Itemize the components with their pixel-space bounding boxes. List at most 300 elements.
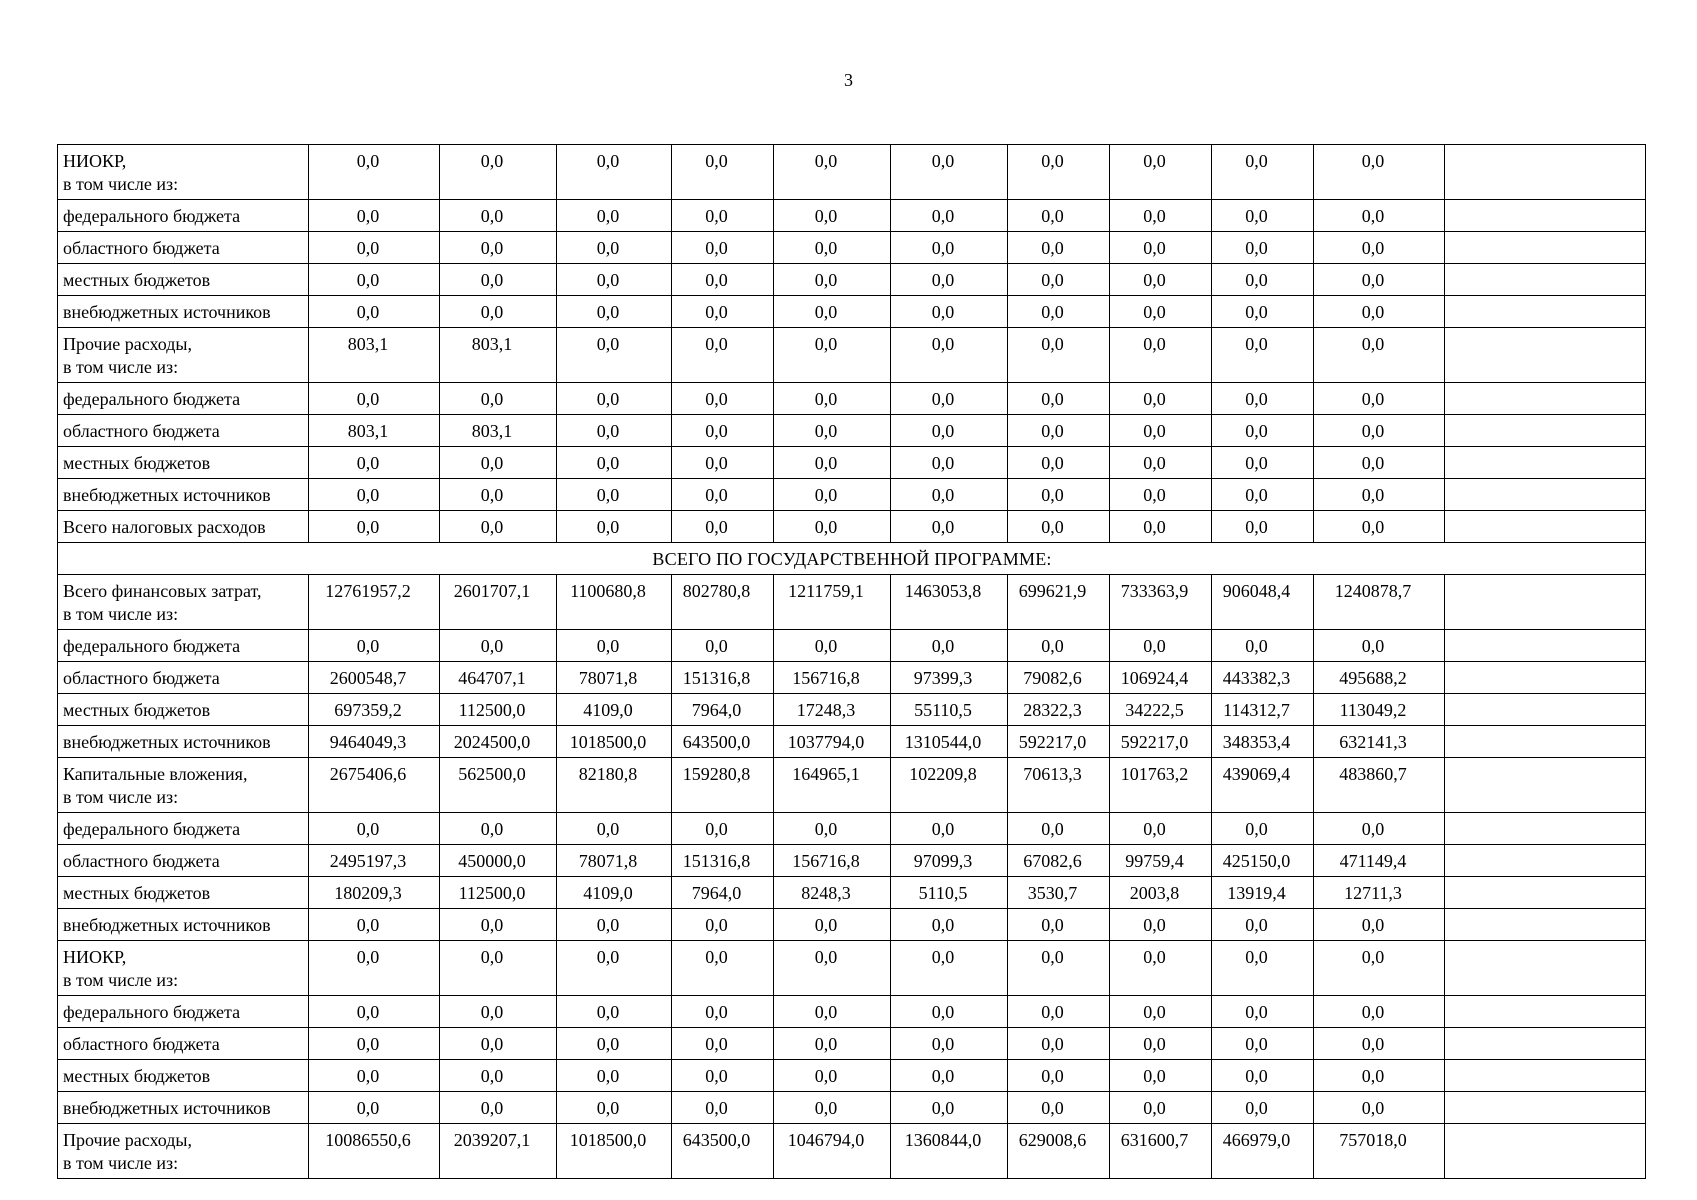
value-cell: 0,0 (1008, 296, 1110, 328)
value-cell: 0,0 (309, 630, 440, 662)
budget-table (57, 144, 1646, 1179)
value-cell: 0,0 (1110, 264, 1212, 296)
value-cell: 0,0 (1314, 479, 1445, 511)
row-label-line: Капитальные вложения, (63, 764, 248, 784)
value-cell: 0,0 (774, 1060, 891, 1092)
value-cell: 151316,8 (672, 845, 774, 877)
value-cell: 34222,5 (1110, 694, 1212, 726)
value-cell: 0,0 (1212, 630, 1314, 662)
value-cell: 0,0 (1314, 383, 1445, 415)
value-cell: 4109,0 (557, 694, 672, 726)
row-label-line: Всего финансовых затрат, (63, 581, 262, 601)
value-cell: 156716,8 (774, 662, 891, 694)
value-cell: 0,0 (891, 1092, 1008, 1124)
value-cell: 5110,5 (891, 877, 1008, 909)
value-cell: 2024500,0 (440, 726, 557, 758)
value-cell: 0,0 (1008, 415, 1110, 447)
value-cell: 0,0 (891, 232, 1008, 264)
value-cell: 0,0 (672, 200, 774, 232)
value-cell: 9464049,3 (309, 726, 440, 758)
value-cell: 0,0 (557, 415, 672, 447)
row-label-line: федерального бюджета (63, 819, 241, 839)
value-cell: 0,0 (1314, 630, 1445, 662)
row-label (58, 1092, 309, 1124)
value-cell: 7964,0 (672, 877, 774, 909)
table-row (58, 694, 1646, 726)
table-row (58, 662, 1646, 694)
value-cell: 643500,0 (672, 726, 774, 758)
value-cell: 1360844,0 (891, 1124, 1008, 1179)
value-cell: 0,0 (309, 232, 440, 264)
table-row (58, 758, 1646, 813)
value-cell: 0,0 (672, 264, 774, 296)
value-cell: 7964,0 (672, 694, 774, 726)
value-cell: 425150,0 (1212, 845, 1314, 877)
value-cell: 0,0 (1008, 145, 1110, 200)
row-label (58, 845, 309, 877)
value-cell: 0,0 (891, 1060, 1008, 1092)
empty-cell (1445, 328, 1646, 383)
value-cell: 0,0 (1008, 200, 1110, 232)
value-cell: 102209,8 (891, 758, 1008, 813)
value-cell: 0,0 (672, 1060, 774, 1092)
value-cell: 0,0 (891, 383, 1008, 415)
value-cell: 0,0 (557, 479, 672, 511)
value-cell: 0,0 (557, 145, 672, 200)
value-cell: 0,0 (309, 383, 440, 415)
value-cell: 0,0 (557, 941, 672, 996)
value-cell: 0,0 (1212, 145, 1314, 200)
value-cell: 0,0 (557, 264, 672, 296)
table-row (58, 996, 1646, 1028)
row-label (58, 575, 309, 630)
table-body-top (58, 145, 1646, 543)
value-cell: 348353,4 (1212, 726, 1314, 758)
value-cell: 631600,7 (1110, 1124, 1212, 1179)
value-cell: 0,0 (1314, 1028, 1445, 1060)
value-cell: 483860,7 (1314, 758, 1445, 813)
table-row (58, 264, 1646, 296)
value-cell: 0,0 (309, 264, 440, 296)
value-cell: 0,0 (891, 909, 1008, 941)
section-header-body (58, 543, 1646, 575)
value-cell: 151316,8 (672, 662, 774, 694)
value-cell: 0,0 (1314, 1092, 1445, 1124)
value-cell: 0,0 (774, 909, 891, 941)
value-cell: 0,0 (1212, 232, 1314, 264)
value-cell: 2600548,7 (309, 662, 440, 694)
value-cell: 0,0 (891, 1028, 1008, 1060)
empty-cell (1445, 845, 1646, 877)
value-cell: 0,0 (440, 1060, 557, 1092)
value-cell: 0,0 (1110, 1028, 1212, 1060)
value-cell: 180209,3 (309, 877, 440, 909)
value-cell: 0,0 (1008, 511, 1110, 543)
row-label-line: Прочие расходы, (63, 334, 192, 354)
value-cell: 0,0 (309, 511, 440, 543)
value-cell: 0,0 (1008, 1028, 1110, 1060)
row-label-line: областного бюджета (63, 1034, 220, 1054)
table-row (58, 941, 1646, 996)
value-cell: 70613,3 (1008, 758, 1110, 813)
value-cell: 114312,7 (1212, 694, 1314, 726)
value-cell: 1018500,0 (557, 1124, 672, 1179)
value-cell: 0,0 (774, 1028, 891, 1060)
value-cell: 12711,3 (1314, 877, 1445, 909)
value-cell: 13919,4 (1212, 877, 1314, 909)
value-cell: 113049,2 (1314, 694, 1445, 726)
value-cell: 12761957,2 (309, 575, 440, 630)
row-label (58, 877, 309, 909)
value-cell: 0,0 (672, 630, 774, 662)
value-cell: 0,0 (672, 296, 774, 328)
value-cell: 733363,9 (1110, 575, 1212, 630)
value-cell: 0,0 (557, 232, 672, 264)
value-cell: 0,0 (1212, 813, 1314, 845)
value-cell: 0,0 (557, 447, 672, 479)
value-cell: 0,0 (1212, 296, 1314, 328)
value-cell: 4109,0 (557, 877, 672, 909)
value-cell: 156716,8 (774, 845, 891, 877)
value-cell: 0,0 (1110, 511, 1212, 543)
value-cell: 0,0 (309, 1092, 440, 1124)
value-cell: 466979,0 (1212, 1124, 1314, 1179)
value-cell: 101763,2 (1110, 758, 1212, 813)
empty-cell (1445, 941, 1646, 996)
value-cell: 0,0 (1110, 1060, 1212, 1092)
value-cell: 0,0 (774, 447, 891, 479)
page-number: 3 (844, 70, 853, 90)
value-cell: 0,0 (440, 941, 557, 996)
value-cell: 0,0 (1314, 145, 1445, 200)
row-label-line: местных бюджетов (63, 270, 211, 290)
value-cell: 0,0 (891, 200, 1008, 232)
row-label (58, 415, 309, 447)
value-cell: 0,0 (1008, 328, 1110, 383)
value-cell: 0,0 (557, 630, 672, 662)
row-label-line: федерального бюджета (63, 636, 241, 656)
row-label (58, 630, 309, 662)
value-cell: 0,0 (557, 328, 672, 383)
value-cell: 0,0 (1212, 1028, 1314, 1060)
value-cell: 0,0 (891, 511, 1008, 543)
table-row (58, 145, 1646, 200)
value-cell: 0,0 (1314, 511, 1445, 543)
value-cell: 803,1 (440, 328, 557, 383)
empty-cell (1445, 264, 1646, 296)
value-cell: 0,0 (1008, 813, 1110, 845)
value-cell: 0,0 (1212, 1060, 1314, 1092)
row-label-line: областного бюджета (63, 421, 220, 441)
value-cell: 0,0 (672, 909, 774, 941)
table-row (58, 296, 1646, 328)
value-cell: 1463053,8 (891, 575, 1008, 630)
value-cell: 0,0 (891, 996, 1008, 1028)
value-cell: 0,0 (1212, 200, 1314, 232)
value-cell: 0,0 (1212, 447, 1314, 479)
row-label-line: федерального бюджета (63, 389, 241, 409)
table-row (58, 1028, 1646, 1060)
row-label-line: внебюджетных источников (63, 915, 271, 935)
empty-cell (1445, 877, 1646, 909)
value-cell: 0,0 (440, 383, 557, 415)
value-cell: 0,0 (440, 909, 557, 941)
value-cell: 0,0 (1110, 328, 1212, 383)
value-cell: 803,1 (440, 415, 557, 447)
value-cell: 0,0 (1314, 447, 1445, 479)
value-cell: 0,0 (891, 813, 1008, 845)
row-label-line: внебюджетных источников (63, 302, 271, 322)
empty-cell (1445, 479, 1646, 511)
value-cell: 0,0 (672, 415, 774, 447)
row-label (58, 758, 309, 813)
value-cell: 0,0 (774, 200, 891, 232)
value-cell: 2675406,6 (309, 758, 440, 813)
value-cell: 0,0 (440, 813, 557, 845)
value-cell: 0,0 (891, 264, 1008, 296)
value-cell: 0,0 (1212, 909, 1314, 941)
value-cell: 8248,3 (774, 877, 891, 909)
value-cell: 0,0 (672, 383, 774, 415)
value-cell: 0,0 (774, 813, 891, 845)
row-label (58, 996, 309, 1028)
empty-cell (1445, 383, 1646, 415)
value-cell: 0,0 (774, 328, 891, 383)
value-cell: 699621,9 (1008, 575, 1110, 630)
value-cell: 802780,8 (672, 575, 774, 630)
value-cell: 0,0 (309, 941, 440, 996)
value-cell: 0,0 (1314, 813, 1445, 845)
row-label-line: НИОКР, (63, 947, 127, 967)
value-cell: 0,0 (557, 511, 672, 543)
row-label (58, 941, 309, 996)
value-cell: 495688,2 (1314, 662, 1445, 694)
value-cell: 0,0 (440, 479, 557, 511)
row-label-line: местных бюджетов (63, 453, 211, 473)
row-label (58, 447, 309, 479)
value-cell: 0,0 (672, 1092, 774, 1124)
value-cell: 439069,4 (1212, 758, 1314, 813)
table-row (58, 813, 1646, 845)
value-cell: 2039207,1 (440, 1124, 557, 1179)
value-cell: 67082,6 (1008, 845, 1110, 877)
value-cell: 97399,3 (891, 662, 1008, 694)
row-label (58, 694, 309, 726)
empty-cell (1445, 511, 1646, 543)
value-cell: 906048,4 (1212, 575, 1314, 630)
empty-cell (1445, 1124, 1646, 1179)
value-cell: 1100680,8 (557, 575, 672, 630)
value-cell: 1018500,0 (557, 726, 672, 758)
value-cell: 0,0 (891, 145, 1008, 200)
value-cell: 0,0 (672, 1028, 774, 1060)
empty-cell (1445, 200, 1646, 232)
value-cell: 0,0 (440, 630, 557, 662)
value-cell: 1310544,0 (891, 726, 1008, 758)
value-cell: 0,0 (1110, 479, 1212, 511)
row-label (58, 145, 309, 200)
value-cell: 0,0 (891, 447, 1008, 479)
value-cell: 0,0 (891, 328, 1008, 383)
value-cell: 0,0 (557, 1060, 672, 1092)
value-cell: 803,1 (309, 415, 440, 447)
value-cell: 0,0 (1212, 328, 1314, 383)
row-label-line: НИОКР, (63, 151, 127, 171)
value-cell: 0,0 (774, 383, 891, 415)
value-cell: 0,0 (891, 630, 1008, 662)
value-cell: 0,0 (891, 479, 1008, 511)
value-cell: 0,0 (774, 511, 891, 543)
value-cell: 450000,0 (440, 845, 557, 877)
empty-cell (1445, 909, 1646, 941)
value-cell: 471149,4 (1314, 845, 1445, 877)
value-cell: 0,0 (309, 145, 440, 200)
value-cell: 0,0 (1314, 1060, 1445, 1092)
value-cell: 0,0 (1110, 909, 1212, 941)
value-cell: 0,0 (891, 941, 1008, 996)
value-cell: 0,0 (1212, 415, 1314, 447)
value-cell: 106924,4 (1110, 662, 1212, 694)
row-label-line: в том числе из: (63, 1153, 179, 1173)
value-cell: 0,0 (672, 145, 774, 200)
row-label (58, 1124, 309, 1179)
value-cell: 0,0 (1212, 511, 1314, 543)
empty-cell (1445, 1060, 1646, 1092)
empty-cell (1445, 662, 1646, 694)
empty-cell (1445, 447, 1646, 479)
value-cell: 0,0 (1212, 996, 1314, 1028)
value-cell: 0,0 (672, 996, 774, 1028)
value-cell: 632141,3 (1314, 726, 1445, 758)
row-label (58, 232, 309, 264)
value-cell: 0,0 (557, 1028, 672, 1060)
value-cell: 0,0 (1110, 145, 1212, 200)
empty-cell (1445, 145, 1646, 200)
value-cell: 629008,6 (1008, 1124, 1110, 1179)
value-cell: 0,0 (1314, 296, 1445, 328)
value-cell: 0,0 (1110, 996, 1212, 1028)
value-cell: 0,0 (1008, 630, 1110, 662)
value-cell: 28322,3 (1008, 694, 1110, 726)
value-cell: 757018,0 (1314, 1124, 1445, 1179)
value-cell: 0,0 (774, 232, 891, 264)
row-label (58, 726, 309, 758)
table-row (58, 726, 1646, 758)
table-row (58, 1092, 1646, 1124)
value-cell: 0,0 (440, 1028, 557, 1060)
value-cell: 0,0 (309, 813, 440, 845)
value-cell: 0,0 (774, 415, 891, 447)
value-cell: 0,0 (309, 909, 440, 941)
value-cell: 0,0 (1314, 415, 1445, 447)
value-cell: 0,0 (672, 479, 774, 511)
value-cell: 0,0 (440, 145, 557, 200)
row-label (58, 383, 309, 415)
value-cell: 0,0 (440, 511, 557, 543)
value-cell: 0,0 (1212, 383, 1314, 415)
value-cell: 82180,8 (557, 758, 672, 813)
value-cell: 99759,4 (1110, 845, 1212, 877)
value-cell: 0,0 (1110, 813, 1212, 845)
value-cell: 97099,3 (891, 845, 1008, 877)
value-cell: 0,0 (1110, 447, 1212, 479)
row-label-line: Всего налоговых расходов (63, 517, 266, 537)
row-label-line: внебюджетных источников (63, 1098, 271, 1118)
value-cell: 0,0 (1008, 383, 1110, 415)
value-cell: 0,0 (1110, 1092, 1212, 1124)
value-cell: 2003,8 (1110, 877, 1212, 909)
row-label-line: областного бюджета (63, 668, 220, 688)
value-cell: 0,0 (440, 200, 557, 232)
value-cell: 0,0 (1110, 232, 1212, 264)
value-cell: 0,0 (1110, 383, 1212, 415)
table-row (58, 511, 1646, 543)
value-cell: 0,0 (1110, 296, 1212, 328)
value-cell: 0,0 (1008, 941, 1110, 996)
table-row (58, 877, 1646, 909)
row-label-line: в том числе из: (63, 787, 179, 807)
value-cell: 17248,3 (774, 694, 891, 726)
value-cell: 0,0 (1314, 232, 1445, 264)
value-cell: 643500,0 (672, 1124, 774, 1179)
row-label-line: внебюджетных источников (63, 485, 271, 505)
value-cell: 592217,0 (1008, 726, 1110, 758)
value-cell: 0,0 (557, 1092, 672, 1124)
value-cell: 0,0 (440, 1092, 557, 1124)
value-cell: 79082,6 (1008, 662, 1110, 694)
row-label-line: в том числе из: (63, 357, 179, 377)
value-cell: 0,0 (672, 511, 774, 543)
value-cell: 0,0 (440, 296, 557, 328)
value-cell: 0,0 (774, 630, 891, 662)
row-label-line: Прочие расходы, (63, 1130, 192, 1150)
empty-cell (1445, 813, 1646, 845)
value-cell: 0,0 (1212, 941, 1314, 996)
value-cell: 0,0 (774, 296, 891, 328)
value-cell: 0,0 (1314, 200, 1445, 232)
value-cell: 464707,1 (440, 662, 557, 694)
value-cell: 0,0 (1212, 479, 1314, 511)
value-cell: 0,0 (1008, 232, 1110, 264)
empty-cell (1445, 1028, 1646, 1060)
empty-cell (1445, 575, 1646, 630)
value-cell: 0,0 (309, 296, 440, 328)
row-label (58, 1060, 309, 1092)
table-row (58, 909, 1646, 941)
value-cell: 0,0 (774, 996, 891, 1028)
value-cell: 562500,0 (440, 758, 557, 813)
table-row (58, 232, 1646, 264)
row-label-line: внебюджетных источников (63, 732, 271, 752)
value-cell: 0,0 (309, 200, 440, 232)
empty-cell (1445, 726, 1646, 758)
value-cell: 0,0 (309, 479, 440, 511)
row-label (58, 328, 309, 383)
value-cell: 803,1 (309, 328, 440, 383)
table-body-bottom (58, 575, 1646, 1179)
table-row (58, 447, 1646, 479)
value-cell: 0,0 (557, 296, 672, 328)
value-cell: 0,0 (1008, 1092, 1110, 1124)
value-cell: 0,0 (309, 1028, 440, 1060)
row-label (58, 200, 309, 232)
value-cell: 0,0 (774, 145, 891, 200)
value-cell: 697359,2 (309, 694, 440, 726)
value-cell: 0,0 (1314, 941, 1445, 996)
row-label (58, 264, 309, 296)
value-cell: 0,0 (309, 447, 440, 479)
row-label-line: в том числе из: (63, 604, 179, 624)
